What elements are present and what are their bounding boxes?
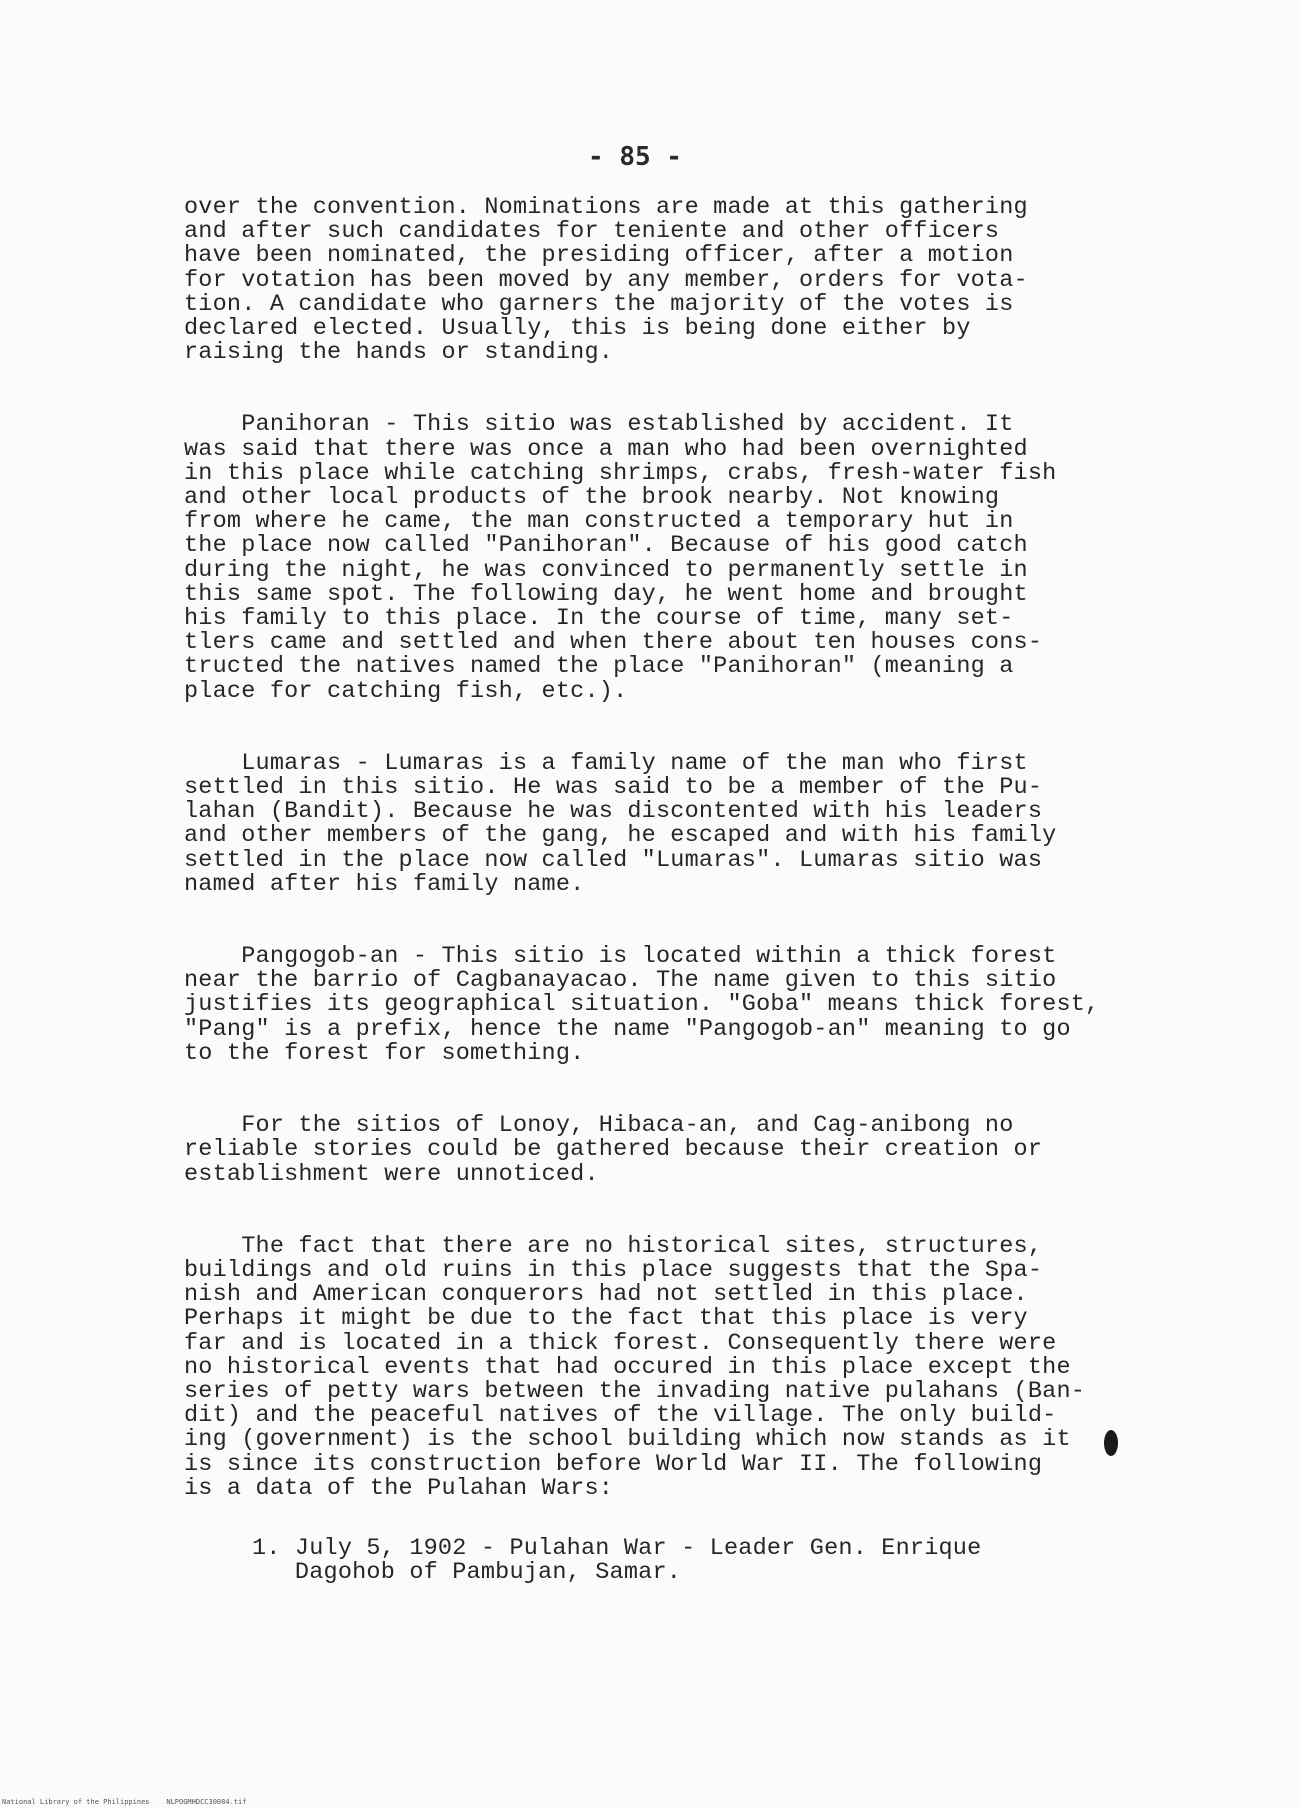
text-line: "Pang" is a prefix, hence the name "Pangogob-an" meaning to go (184, 1015, 1071, 1043)
text-line: place for catching fish, etc.). (184, 677, 628, 705)
paragraph-gap (184, 1187, 1184, 1235)
scan-footer: National Library of the Philippines NLPOGMHDCC30084.tif (2, 1798, 247, 1806)
text-line: lahan (Bandit). Because he was discontented with his leaders (184, 798, 1043, 826)
text-line: dit) and the peaceful natives of the village. The only build- (184, 1402, 1057, 1430)
text-line: this same spot. The following day, he went home and brought (184, 580, 1028, 608)
paragraph-convention (184, 196, 1184, 365)
text-line: is since its construction before World War II. The following (184, 1450, 1043, 1478)
paragraph-gap (184, 704, 1184, 752)
paragraph-gap (184, 897, 1184, 945)
text-line: from where he came, the man constructed a temporary hut in (184, 508, 1014, 536)
text-line: reliable stories could be gathered because their creation or (184, 1136, 1043, 1164)
text-line: have been nominated, the presiding officer, after a motion (184, 242, 1014, 270)
text-line: establishment were unnoticed. (184, 1160, 599, 1188)
text-line: series of petty wars between the invading native pulahans (Ban- (184, 1377, 1086, 1405)
text-line: his family to this place. In the course of time, many set- (184, 605, 1014, 633)
text-line: near the barrio of Cagbanayacao. The name given to this sitio (184, 967, 1057, 995)
text-line: justifies its geographical situation. "Goba" means thick forest, (184, 991, 1100, 1019)
text-line: during the night, he was convinced to permanently settle in (184, 556, 1028, 584)
paragraph-historical-sites (184, 1232, 1184, 1502)
ink-spot (1104, 1430, 1118, 1456)
text-line: raising the hands or standing. (184, 339, 614, 367)
text-line: The fact that there are no historical sites, structures, (184, 1232, 1043, 1260)
paragraph-gap (184, 1501, 1184, 1537)
text-line: Pangogob-an - This sitio is located within a thick forest (184, 943, 1057, 971)
text-line: was said that there was once a man who had been overnighted (184, 435, 1028, 463)
text-line: no historical events that had occured in this place except the (184, 1353, 1071, 1381)
text-line: Panihoran - This sitio was established by accident. It (184, 411, 1014, 439)
paragraph-pangogob-an (184, 945, 1184, 1066)
text-line: For the sitios of Lonoy, Hibaca-an, and Cag-anibong no (184, 1112, 1014, 1140)
text-line: is a data of the Pulahan Wars: (184, 1474, 614, 1502)
paragraph-panihoran (184, 413, 1184, 703)
paragraph-gap (184, 1066, 1184, 1114)
text-line: declared elected. Usually, this is being done either by (184, 315, 971, 343)
text-line: over the convention. Nominations are made at this gathering (184, 194, 1028, 221)
text-line: and other members of the gang, he escaped and with his family (184, 822, 1057, 850)
paragraph-gap (184, 365, 1184, 413)
text-line: for votation has been moved by any member, orders for vota- (184, 266, 1028, 294)
text-line: settled in this sitio. He was said to be a member of the Pu- (184, 774, 1043, 802)
text-line: far and is located in a thick forest. Consequently there were (184, 1329, 1057, 1357)
text-line: tlers came and settled and when there about ten houses cons- (184, 629, 1043, 657)
text-line: and after such candidates for teniente and other officers (184, 218, 1000, 246)
text-line: buildings and old ruins in this place suggests that the Spa- (184, 1256, 1043, 1284)
text-line: to the forest for something. (184, 1039, 585, 1067)
text-line: ing (government) is the school building which now stands as it (184, 1426, 1071, 1454)
list-item-pulahan-war (184, 1534, 1184, 1587)
text-line: Lumaras - Lumaras is a family name of the man who first (184, 749, 1028, 777)
text-line: and other local products of the brook nearby. Not knowing (184, 484, 1000, 512)
text-line: tion. A candidate who garners the majority of the votes is (184, 290, 1014, 318)
paragraph-other-sitios (184, 1114, 1184, 1187)
text-line: Dagohob of Pambujan, Samar. (252, 1559, 682, 1587)
text-line: the place now called "Panihoran". Because of his good catch (184, 532, 1028, 560)
document-body (184, 196, 1184, 1585)
text-line: named after his family name. (184, 870, 585, 898)
text-line: tructed the natives named the place "Panihoran" (meaning a (184, 653, 1014, 681)
text-line: settled in the place now called "Lumaras". Lumaras sitio was (184, 846, 1043, 874)
text-line: 1. July 5, 1902 - Pulahan War - Leader Gen. Enrique (252, 1534, 982, 1562)
page-number: - 85 - (588, 142, 682, 172)
paragraph-lumaras (184, 749, 1184, 898)
text-line: Perhaps it might be due to the fact that this place is very (184, 1305, 1028, 1333)
text-line: in this place while catching shrimps, crabs, fresh-water fish (184, 459, 1057, 487)
text-line: nish and American conquerors had not settled in this place. (184, 1281, 1028, 1309)
